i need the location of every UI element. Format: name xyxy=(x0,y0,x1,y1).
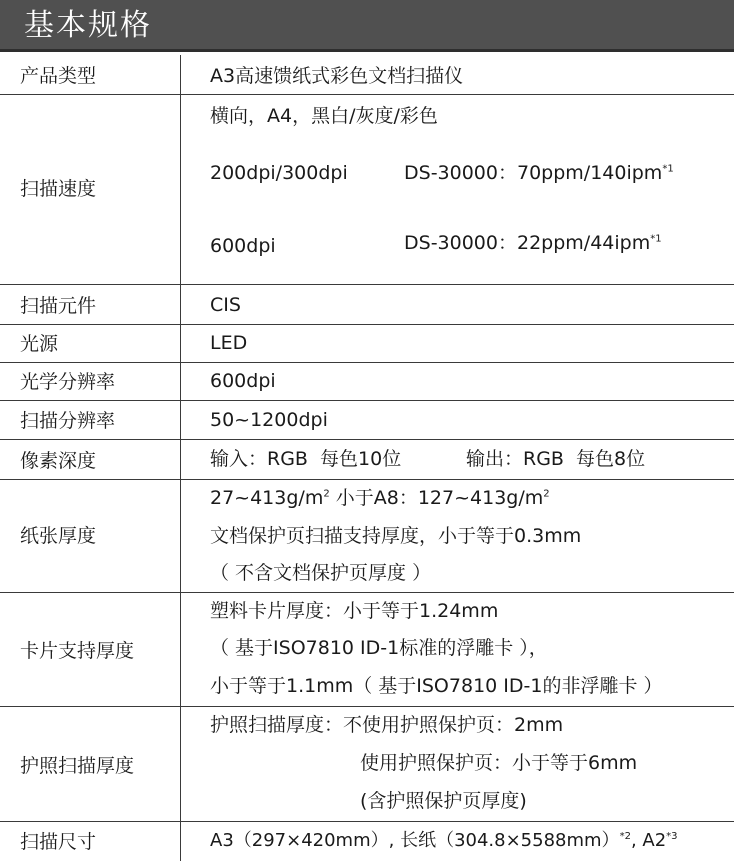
spec-label: 扫描元件 xyxy=(20,295,97,317)
paper-thickness-line-2: 文档保护页扫描支持厚度，小于等于0.3mm xyxy=(210,525,582,547)
footnote-mark: *1 xyxy=(662,163,674,175)
spec-label: 扫描尺寸 xyxy=(20,831,97,853)
column-divider xyxy=(180,822,181,861)
footnote-mark: *2 xyxy=(619,831,631,842)
spec-row-scan-speed xyxy=(0,95,734,285)
speed-value-1-text: DS-30000：70ppm/140ipm xyxy=(404,162,663,184)
paper-thickness-line-3: （ 不含文档保护页厚度 ） xyxy=(210,562,432,584)
section-title: 基本规格 xyxy=(24,8,152,43)
spec-label: 光学分辨率 xyxy=(20,371,116,393)
spec-row-light-source xyxy=(0,325,734,363)
scan-size-value xyxy=(210,829,678,853)
paper-weight-range: 27~413g/m xyxy=(210,487,324,509)
column-divider xyxy=(180,55,181,94)
column-divider xyxy=(180,95,181,284)
passport-thickness-line-2: 使用护照保护页：小于等于6mm xyxy=(360,752,638,774)
spec-label: 纸张厚度 xyxy=(20,525,97,547)
column-divider xyxy=(180,363,181,400)
spec-row-paper-thickness xyxy=(0,480,734,593)
spec-row-product-type xyxy=(0,55,734,95)
spec-value: CIS xyxy=(210,294,241,316)
pixel-depth-input: 输入：RGB 每色10位 xyxy=(210,448,402,470)
spec-label: 卡片支持厚度 xyxy=(20,640,135,662)
passport-thickness-line-1: 护照扫描厚度：不使用护照保护页：2mm xyxy=(210,714,564,736)
superscript-2: 2 xyxy=(323,488,330,500)
speed-value-2 xyxy=(404,231,662,255)
spec-label: 光源 xyxy=(20,333,59,355)
spec-value: 50~1200dpi xyxy=(210,409,328,431)
column-divider xyxy=(180,707,181,821)
paper-weight-small: 小于A8：127~413g/m xyxy=(329,487,544,509)
column-divider xyxy=(180,285,181,324)
spec-label: 扫描分辨率 xyxy=(20,410,116,432)
spec-value: A3高速馈纸式彩色文档扫描仪 xyxy=(210,65,464,87)
spec-label: 产品类型 xyxy=(20,65,97,87)
spec-row-card-thickness xyxy=(0,593,734,707)
paper-thickness-line-1 xyxy=(210,486,550,510)
column-divider xyxy=(180,593,181,706)
spec-label: 像素深度 xyxy=(20,450,97,472)
speed-resolution-1: 200dpi/300dpi xyxy=(210,162,348,184)
spec-label: 扫描速度 xyxy=(20,178,97,200)
column-divider xyxy=(180,325,181,362)
spec-value: LED xyxy=(210,332,248,354)
spec-label: 护照扫描厚度 xyxy=(20,755,135,777)
card-thickness-line-2: （ 基于ISO7810 ID-1标准的浮雕卡 ）， xyxy=(210,637,548,659)
pixel-depth-output: 输出：RGB 每色8位 xyxy=(466,448,646,470)
footnote-mark: *3 xyxy=(666,831,678,842)
column-divider xyxy=(180,401,181,439)
superscript-2: 2 xyxy=(543,488,550,500)
spec-row-passport-thickness xyxy=(0,707,734,822)
section-header xyxy=(0,0,734,52)
spec-row-pixel-depth xyxy=(0,440,734,480)
column-divider xyxy=(180,480,181,592)
column-divider xyxy=(180,440,181,479)
speed-value-1 xyxy=(404,161,674,185)
spec-value: 600dpi xyxy=(210,370,276,392)
speed-value-2-text: DS-30000：22ppm/44ipm xyxy=(404,232,651,254)
scan-size-a2: , A2 xyxy=(630,830,667,851)
speed-condition: 横向，A4，黑白/灰度/彩色 xyxy=(210,105,438,127)
footnote-mark: *1 xyxy=(650,233,662,245)
spec-row-scan-size xyxy=(0,822,734,861)
card-thickness-line-1: 塑料卡片厚度：小于等于1.24mm xyxy=(210,600,499,622)
passport-thickness-line-3: (含护照保护页厚度) xyxy=(360,790,527,812)
spec-row-scan-element xyxy=(0,285,734,325)
spec-row-scan-resolution xyxy=(0,401,734,440)
speed-resolution-2: 600dpi xyxy=(210,235,276,257)
scan-size-text: A3（297×420mm）, 长纸（304.8×5588mm） xyxy=(210,830,620,851)
spec-row-optical-resolution xyxy=(0,363,734,401)
card-thickness-line-3: 小于等于1.1mm（ 基于ISO7810 ID-1的非浮雕卡 ） xyxy=(210,675,663,697)
